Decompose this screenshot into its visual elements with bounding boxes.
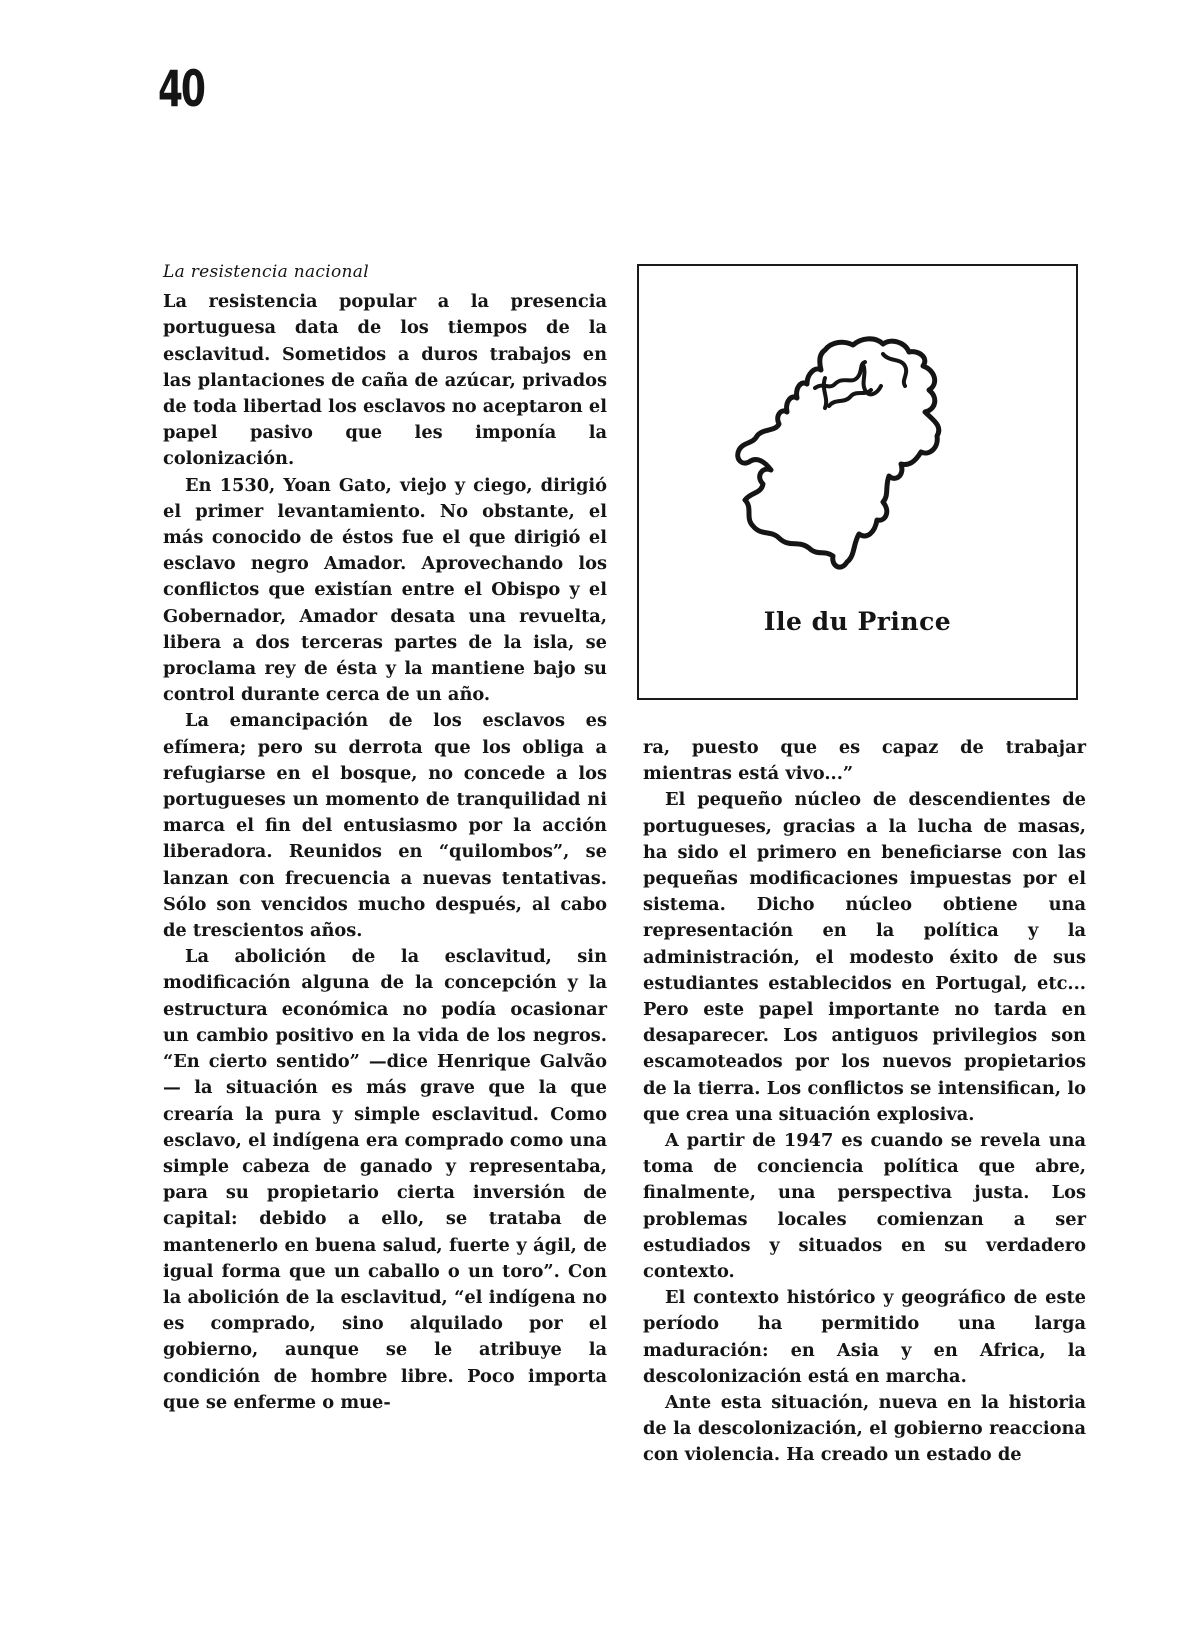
- paragraph: ra, puesto que es capaz de trabajar mientras está vivo...”: [643, 737, 1086, 785]
- paragraph: En 1530, Yoan Gato, viejo y ciego, dirigió el primer levantamiento. No obstante, el más conocido de éstos fue el que dirigió el esclavo negro Amador. Aprovechando los conflictos que existían entre el Obispo y el Gobernador, Amador desata una revuelta, libera a dos terceras partes de la isla, se proclama rey de ésta y la mantiene bajo su control durante cerca de un año.: [163, 474, 607, 706]
- river-line: [883, 354, 906, 386]
- map-caption: Ile du Prince: [763, 607, 952, 636]
- paragraph: El pequeño núcleo de descendientes de portugueses, gracias a la lucha de masas, ha sido el primero en beneficiarse con las pequeñas modificaciones impuestas por el sistema. Dicho núcleo obtiene una representación en la política y la administración, el modesto éxito de sus estudiantes establecidos en Portugal, etc... Pero este papel importante no tarda en desaparecer. Los antiguos privilegios son escamoteados por los nuevos propietarios de la tierra. Los conflictos se intensifican, lo que crea una situación explosiva.: [643, 789, 1086, 1125]
- right-column: [643, 735, 1086, 1469]
- paragraph: A partir de 1947 es cuando se revela una toma de conciencia política que abre, finalmente, una perspectiva justa. Los problemas locales comienzan a ser estudiados y situados en su verdadero contexto.: [643, 1130, 1086, 1283]
- page-number: 40: [158, 60, 204, 118]
- island-outline: [738, 339, 939, 567]
- map-figure: [637, 264, 1078, 700]
- paragraph: La resistencia popular a la presencia portuguesa data de los tiempos de la esclavitud. Sometidos a duros trabajos en las plantaciones de caña de azúcar, privados de toda libertad los esclavos no aceptaron el papel pasivo que les imponía la colonización.: [163, 291, 607, 470]
- paragraph: El contexto histórico y geográfico de este período ha permitido una larga maduración: en Asia y en Africa, la descolonización está en marcha.: [643, 1287, 1086, 1387]
- paragraph: La emancipación de los esclavos es efímera; pero su derrota que los obliga a refugiarse en el bosque, no concede a los portugueses un momento de tranquilidad ni marca el fin del entusiasmo por la acción liberadora. Reunidos en “quilombos”, se lanzan con frecuencia a nuevas tentativas. Sólo son vencidos mucho después, al cabo de trescientos años.: [163, 710, 607, 942]
- paragraph: Ante esta situación, nueva en la historia de la descolonización, el gobierno reacciona con violencia. Ha creado un estado de: [643, 1392, 1086, 1466]
- paragraph: La abolición de la esclavitud, sin modificación alguna de la concepción y la estructura económica no podía ocasionar un cambio positivo en la vida de los negros. “En cierto sentido” —dice Henrique Galvão— la situación es más grave que la que crearía la pura y simple esclavitud. Como esclavo, el indígena era comprado como una simple cabeza de ganado y representaba, para su propietario cierta inversión de capital: debido a ello, se trataba de mantenerlo en buena salud, fuerte y ágil, de igual forma que un caballo o un toro”. Con la abolición de la esclavitud, “el indígena no es comprado, sino alquilado por el gobierno, aunque se le atribuye la condición de hombre libre. Poco importa que se enferme o mue-: [163, 946, 607, 1413]
- section-title: La resistencia nacional: [163, 262, 369, 282]
- river-line: [824, 378, 826, 408]
- left-column: [163, 259, 607, 1416]
